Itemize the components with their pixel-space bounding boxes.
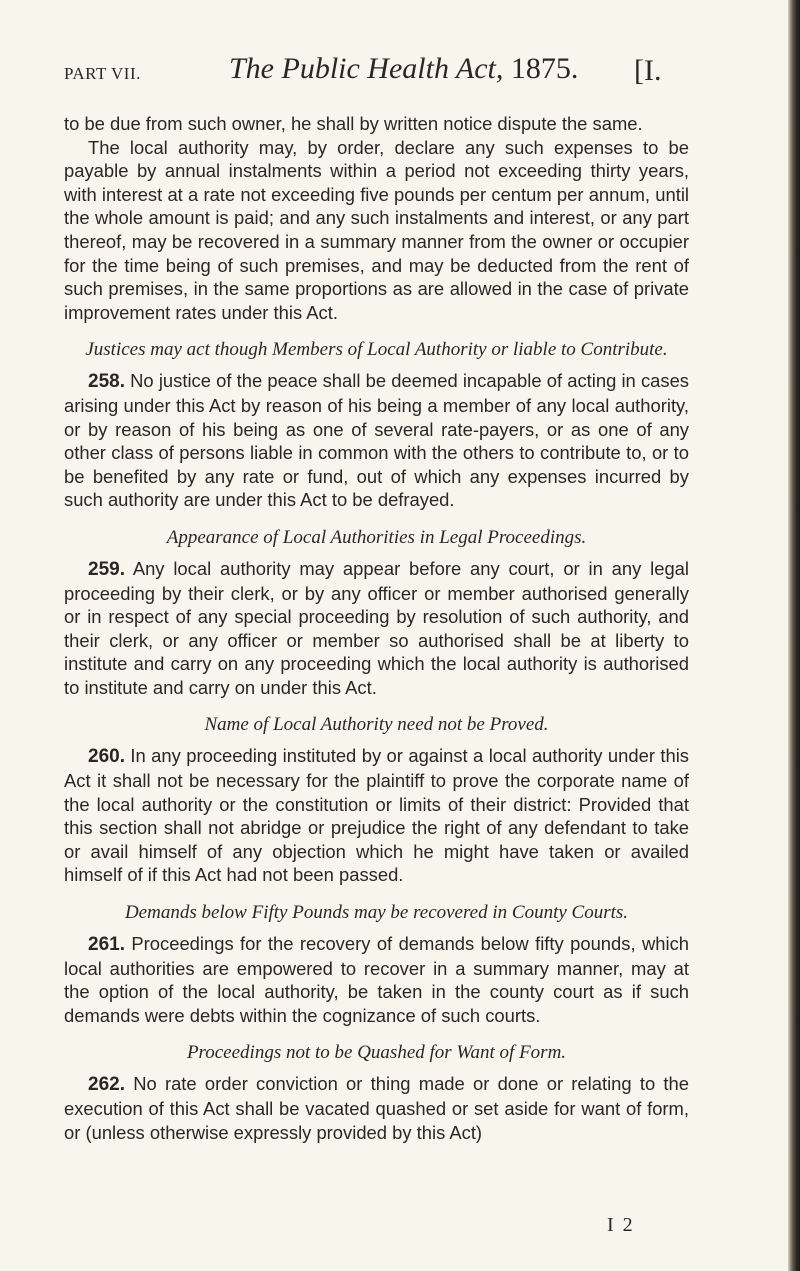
running-title (229, 52, 578, 86)
signature-mark: I 2 (607, 1214, 635, 1236)
section-mark: [I. (634, 54, 662, 87)
section-number: 262. (88, 1074, 125, 1096)
section-number: 260. (88, 746, 125, 768)
section-number: 261. (88, 934, 125, 956)
section-text: No rate order conviction or thing made or done or relating to the execution of this Act shall be vacated quashed or set aside for want of form, or (unless otherwise expressly provided by this Act) (64, 1073, 689, 1143)
section-text: Proceedings for the recovery of demands below fifty pounds, which local authorities are empowered to recover in a summary manner, may at the option of the local authority, be taken in the county court as if such demands were debts within the cognizance of such courts. (64, 933, 689, 1026)
section-text: Any local authority may appear before any court, or in any legal proceeding by their clerk, or by any officer or member authorised generally or in respect of any special proceeding by resolution of such authority, and their clerk, or any officer or member so authorised shall be at liberty to institute and carry on any proceeding which the local authority is authorised to institute and carry on under this Act. (64, 557, 689, 698)
section-heading: Justices may act though Members of Local Authority or liable to Contribute. (85, 339, 668, 361)
section-number: 259. (88, 558, 125, 580)
running-header (64, 46, 694, 94)
act-year: 1875. (510, 52, 579, 85)
section-258 (64, 369, 689, 512)
section-heading: Name of Local Authority need not be Proved. (204, 714, 549, 736)
page-body (64, 112, 689, 1144)
act-title: The Public Health Act, (229, 52, 504, 85)
section-261 (64, 932, 689, 1027)
section-259 (64, 557, 689, 700)
section-heading: Proceedings not to be Quashed for Want of Form. (186, 1042, 567, 1064)
section-heading: Appearance of Local Authorities in Legal Proceedings. (166, 526, 587, 548)
section-number: 258. (88, 371, 125, 393)
section-text: In any proceeding instituted by or against a local authority under this Act it shall not be necessary for the plaintiff to prove the corporate name of the local authority or the constitution or limits of their district: Provided that this section shall not abridge or prejudice the right of any defendant to take or avail himself of any objection which he might have taken or availed himself of if this Act had not been passed. (64, 745, 689, 886)
section-260 (64, 744, 689, 887)
section-text: No justice of the peace shall be deemed incapable of acting in cases arising under this Act by reason of his being a member of any local authority, or by reason of his being as one of several rate-payers, or as one of any other class of persons liable in common with the others to contribute to, or to be benefited by any rate or fund, out of which any expenses incurred by such authority are under this Act to be defrayed. (64, 370, 689, 511)
instalments-paragraph: The local authority may, by order, declare any such expenses to be payable by annual instalments within a period not exceeding thirty years, with interest at a rate not exceeding five pounds per centum per annum, until the whole amount is paid; and any such instalments and interest, or any part thereof, may be recovered in a summary manner from the owner or occupier for the time being of such premises, and may be deducted from the rent of such premises, in the same proportions as are allowed in the case of private improvement rates under this Act. (64, 136, 689, 323)
section-heading: Demands below Fifty Pounds may be recovered in County Courts. (124, 902, 629, 924)
page-edge-shadow (788, 0, 800, 1271)
continued-paragraph: to be due from such owner, he shall by written notice dispute the same. (64, 113, 643, 134)
part-label: PART VII. (64, 64, 141, 83)
section-262 (64, 1072, 689, 1144)
